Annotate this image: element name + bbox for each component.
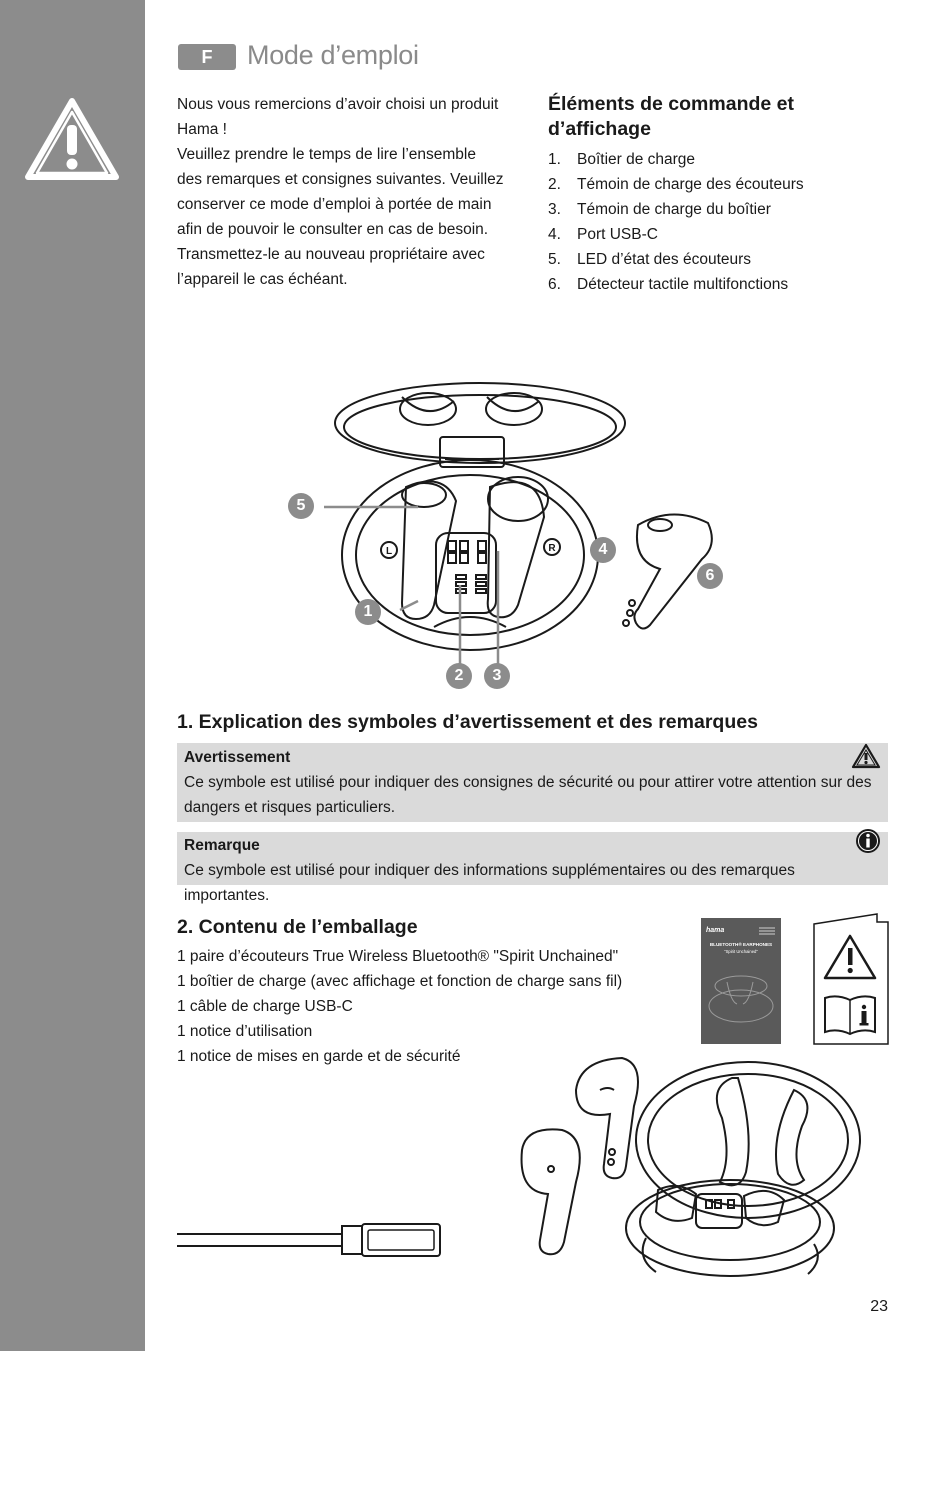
intro-line: Transmettez-le au nouveau propriétaire avec [177, 246, 485, 263]
item-label: Témoin de charge du boîtier [577, 201, 771, 218]
intro-line: Hama ! [177, 121, 227, 138]
list-item [548, 247, 868, 272]
list-item [548, 172, 868, 197]
callout-1: 1 [355, 599, 381, 625]
list-item [548, 197, 868, 222]
section1-heading: 1. Explication des symboles d’avertissement et des remarques [177, 711, 758, 733]
item-number: 6. [548, 276, 561, 293]
callout-6: 6 [697, 563, 723, 589]
intro-line: Nous vous remercions d’avoir choisi un produit [177, 96, 499, 113]
note-box [177, 832, 888, 904]
list-item: 1 notice de mises en garde et de sécurité [177, 1048, 461, 1065]
booklet-brand: hama [706, 927, 725, 934]
booklet-subtitle: "Spirit Unchained" [724, 949, 758, 954]
item-label: Détecteur tactile multifonctions [577, 276, 789, 293]
language-badge: F [178, 44, 236, 70]
callout-4: 4 [590, 537, 616, 563]
note-text: Ce symbole est utilisé pour indiquer des informations supplémentaires ou des remarques importantes. [184, 862, 795, 904]
warning-title: Avertissement [184, 749, 291, 766]
safety-leaflet-drawing [813, 912, 889, 1046]
list-item: 1 câble de charge USB-C [177, 998, 353, 1015]
controls-list [548, 147, 868, 297]
controls-section [548, 92, 868, 297]
booklet-title: BLUETOOTH® EARPHONES [709, 942, 773, 947]
controls-heading-line2: d’affichage [548, 118, 651, 140]
intro-line: conserver ce mode d’emploi à portée de main [177, 196, 492, 213]
product-illustration [280, 375, 740, 700]
item-number: 3. [548, 201, 561, 218]
item-number: 5. [548, 251, 561, 268]
page-number: 23 [870, 1298, 888, 1315]
note-title: Remarque [184, 837, 260, 854]
usb-c-cable-drawing [177, 1220, 447, 1260]
item-number: 1. [548, 151, 561, 168]
section2-heading: 2. Contenu de l’emballage [177, 916, 418, 938]
intro-line: des remarques et consignes suivantes. Veuillez [177, 171, 504, 188]
list-item: 1 boîtier de charge (avec affichage et fonction de charge sans fil) [177, 973, 623, 990]
right-marker: R [548, 543, 556, 554]
warning-text: Ce symbole est utilisé pour indiquer des consignes de sécurité ou pour attirer votre attention sur des dangers et risques particuliers. [184, 774, 872, 816]
item-label: Boîtier de charge [577, 151, 696, 168]
item-label: Port USB-C [577, 226, 658, 243]
sidebar [0, 0, 145, 1351]
earbuds-and-open-case-drawing [518, 1050, 863, 1290]
list-item [548, 147, 868, 172]
list-item: 1 notice d’utilisation [177, 1023, 313, 1040]
item-label: LED d’état des écouteurs [577, 251, 752, 268]
callout-5: 5 [288, 493, 314, 519]
callout-3: 3 [484, 663, 510, 689]
intro-line: Veuillez prendre le temps de lire l’ensemble [177, 146, 476, 163]
package-earbuds-illustration [518, 1050, 863, 1295]
controls-heading [548, 92, 868, 142]
warning-box [177, 743, 888, 822]
intro-text [177, 92, 507, 292]
left-marker: L [385, 546, 393, 557]
intro-line: afin de pouvoir le consulter en cas de besoin. [177, 221, 489, 238]
list-item [548, 272, 868, 297]
intro-line: l’appareil le cas échéant. [177, 271, 348, 288]
warning-triangle-icon [851, 743, 881, 769]
item-number: 2. [548, 176, 561, 193]
item-label: Témoin de charge des écouteurs [577, 176, 804, 193]
warning-triangle-icon [23, 95, 121, 183]
list-item: 1 paire d’écouteurs True Wireless Bluetooth® "Spirit Unchained" [177, 948, 619, 965]
manual-booklet [701, 918, 781, 1044]
item-number: 4. [548, 226, 561, 243]
callout-2: 2 [446, 663, 472, 689]
page-title: Mode d’emploi [247, 40, 419, 70]
safety-leaflet [813, 912, 889, 1051]
info-icon [855, 828, 881, 854]
booklet-cover-drawing [701, 918, 781, 1044]
controls-heading-line1: Éléments de commande et [548, 93, 794, 115]
list-item [548, 222, 868, 247]
earbuds-case-drawing [280, 375, 740, 695]
